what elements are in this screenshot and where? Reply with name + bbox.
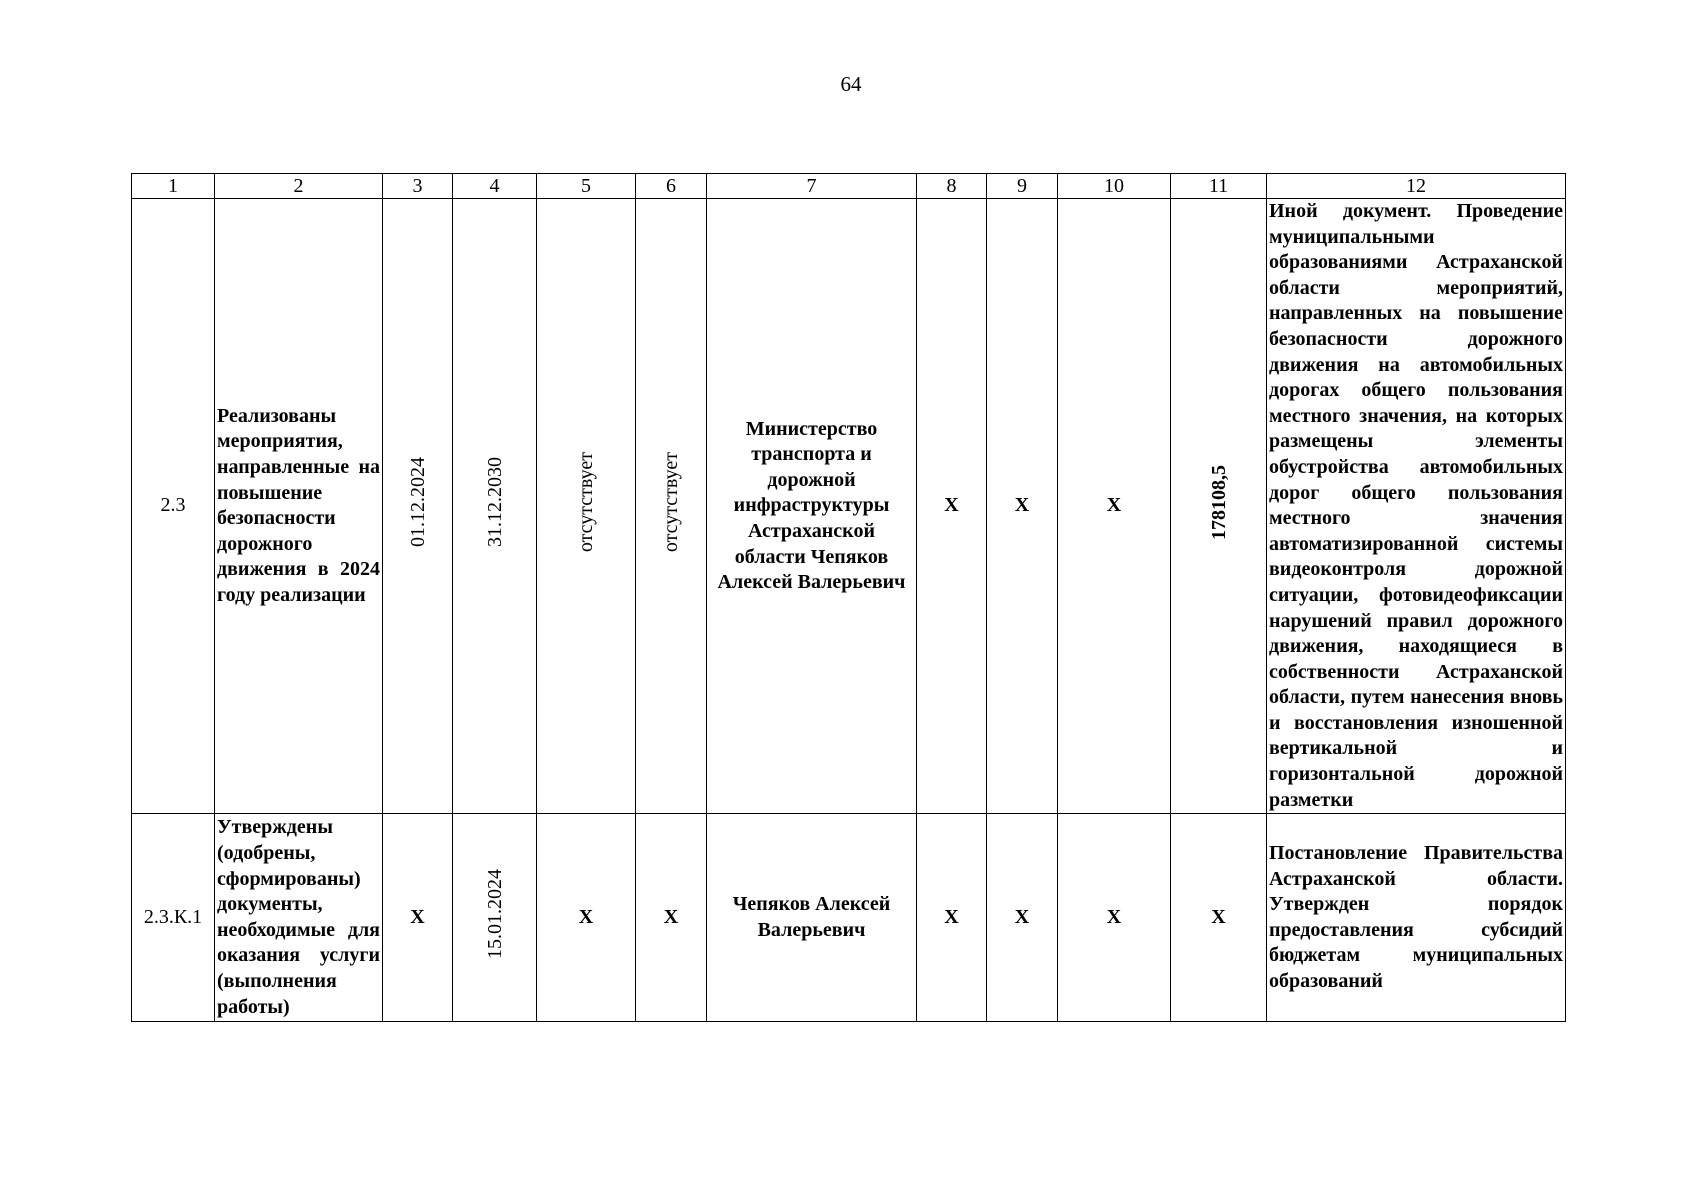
col8-value: X [917,814,987,1022]
column-number-2: 2 [215,174,383,199]
document-text: Постановление Правительства Астраханской области. Утвержден порядок предоставления субсидий бюджетам муниципальных образований [1269,841,1563,992]
table-row [132,814,1566,1022]
column-number-9: 9 [987,174,1058,199]
col11-value: X [1171,814,1267,1022]
column-number-3: 3 [383,174,453,199]
amount: 178108,5 [1207,464,1230,540]
table-header-row [132,174,1566,199]
document-cell [1267,814,1566,1022]
activities-table [131,173,1566,1022]
col6-value: отсутствует [660,452,682,553]
column-number-6: 6 [636,174,707,199]
end-date: 31.12.2030 [483,457,506,548]
col10-value: X [1058,814,1171,1022]
column-number-12: 12 [1267,174,1566,199]
page-number: 64 [840,72,862,96]
column-number-4: 4 [453,174,537,199]
table-row [132,199,1566,814]
amount-cell [1171,199,1267,814]
end-date-cell [453,199,537,814]
responsible: Чепяков Алексей Валерьевич [707,814,917,1022]
column-number-1: 1 [132,174,215,199]
col6-cell [636,199,707,814]
col6-value: X [636,814,707,1022]
col5-value: отсутствует [575,452,597,553]
col3-value: X [383,814,453,1022]
column-number-5: 5 [537,174,636,199]
row-id: 2.3 [132,199,215,814]
start-date-cell [383,199,453,814]
start-date: 01.12.2024 [406,457,429,548]
col5-cell [537,199,636,814]
column-number-11: 11 [1171,174,1267,199]
column-number-7: 7 [707,174,917,199]
col8-value: X [917,199,987,814]
row-id: 2.3.К.1 [132,814,215,1022]
date-cell [453,814,537,1022]
col9-value: X [987,814,1058,1022]
date: 15.01.2024 [483,868,506,959]
column-number-10: 10 [1058,174,1171,199]
column-number-8: 8 [917,174,987,199]
responsible: Министерство транспорта и дорожной инфраструктуры Астраханской области Чепяков Алексей Валерьевич [707,199,917,814]
col10-value: X [1058,199,1171,814]
col5-value: X [537,814,636,1022]
col9-value: X [987,199,1058,814]
document-text: Иной документ. Проведение муниципальными образованиями Астраханской области мероприятий, направленных на повышение безопасности дорожного движения на автомобильных дорогах общего пользования местного значения, на которых размещены элементы обустройства автомобильных дорог общего пользования местного значения автоматизированной системы видеоконтроля дорожной ситуации, фотовидеофиксации нарушений правил дорожного движения, находящиеся в собственности Астраханской области, путем нанесения вновь и восстановления изношенной вертикальной и горизонтальной дорожной разметки [1269,200,1563,811]
document-cell [1267,199,1566,814]
result-name: Утверждены (одобрены, сформированы) документы, необходимые для оказания услуги (выполнения работы) [215,814,383,1022]
result-name: Реализованы мероприятия, направленные на повышение безопасности дорожного движения в 2024 году реализации [215,199,383,814]
